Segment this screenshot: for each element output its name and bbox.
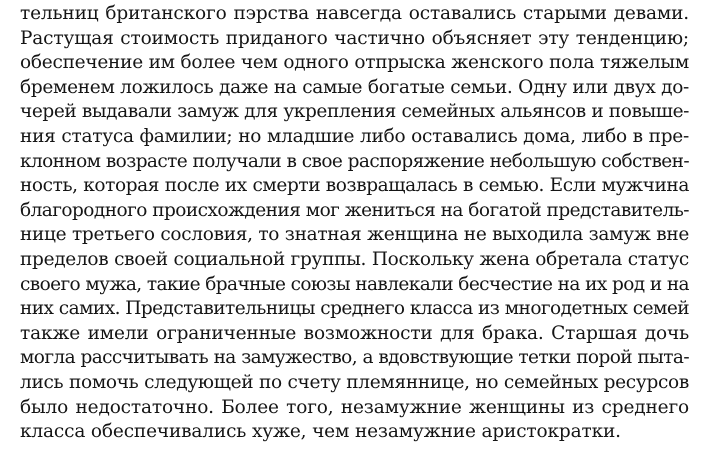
text-line: обеспечение им более чем одного отпрыска женского пола тяжелым — [20, 52, 689, 74]
text-line: черей выдавали замуж для укрепления семейных альянсов и повыше- — [20, 101, 689, 123]
text-line: своего мужа, такие брачные союзы навлекали бесчестие на их род и на — [20, 273, 689, 295]
text-line: тельниц британского пэрства навсегда оставались старыми девами. — [20, 3, 689, 24]
text-line: лись помочь следующей по счету племяннице, но семейных ресурсов — [20, 371, 689, 393]
text-line: было недостаточно. Более того, незамужние женщины из среднего — [20, 396, 689, 418]
text-line: них самих. Представительницы среднего класса из многодетных семей — [20, 298, 689, 320]
text-line: Растущая стоимость приданого частично объясняет эту тенденцию; — [20, 27, 689, 49]
text-line: благородного происхождения мог жениться на богатой представитель- — [20, 199, 689, 221]
text-line: пределов своей социальной группы. Поскольку жена обретала статус — [20, 248, 689, 270]
body-paragraph — [20, 2, 689, 445]
text-line-last: класса обеспечивались хуже, чем незамужние аристократки. — [20, 421, 621, 443]
text-line: ния статуса фамилии; но младшие либо оставались дома, либо в пре- — [20, 125, 689, 147]
text-line: ность, которая после их смерти возвращалась в семью. Если мужчина — [20, 175, 689, 197]
text-line: могла рассчитывать на замужество, а вдовствующие тетки порой пыта- — [20, 347, 689, 369]
text-line: бременем ложилось даже на самые богатые семьи. Одну или двух до- — [20, 76, 689, 98]
text-line: клонном возрасте получали в свое распоряжение небольшую собствен- — [20, 150, 689, 172]
text-line: нице третьего сословия, то знатная женщина не выходила замуж вне — [20, 224, 689, 246]
text-line: также имели ограниченные возможности для брака. Старшая дочь — [20, 322, 689, 344]
